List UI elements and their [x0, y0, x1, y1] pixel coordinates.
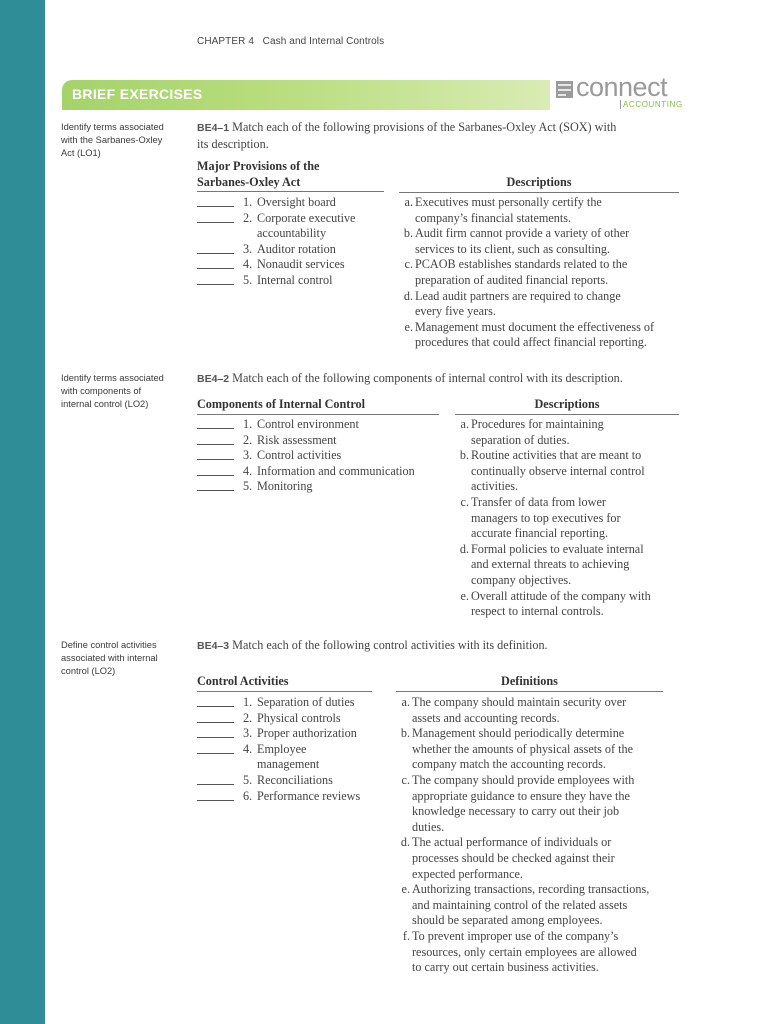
- answer-blank[interactable]: [197, 428, 234, 429]
- list-item: 2. Corporate executive accountability: [197, 211, 397, 242]
- list-item: c. Transfer of data from lower managers to top executives for accurate financial reporting.: [460, 494, 621, 541]
- answer-blank[interactable]: [197, 253, 234, 254]
- list-item: 3. Auditor rotation: [197, 242, 397, 258]
- answer-blank[interactable]: [197, 222, 234, 223]
- margin-note-be4-1: Identify terms associated with the Sarbanes-Oxley Act (LO1): [61, 122, 164, 158]
- list-item: 5. Internal control: [197, 273, 397, 289]
- list-item: c. The company should provide employees with appropriate guidance to ensure they have the knowledge necessary to carry out their job duties.: [401, 772, 635, 834]
- exercise-intro-be4-1: BE4–1 Match each of the following provisions of the Sarbanes-Oxley Act (SOX) with its description.: [197, 120, 617, 151]
- list-item: 5. Monitoring: [197, 479, 452, 495]
- margin-note-be4-3: Define control activities associated with internal control (LO2): [61, 640, 158, 676]
- answer-blank[interactable]: [197, 490, 234, 491]
- list-item: c. PCAOB establishes standards related to the preparation of audited financial reports.: [404, 257, 628, 287]
- list-item: 1. Separation of duties: [197, 695, 392, 711]
- control-activities-list: [197, 695, 392, 804]
- connect-logo: [556, 72, 683, 112]
- answer-blank[interactable]: [197, 459, 234, 460]
- list-item: 2. Risk assessment: [197, 433, 452, 449]
- definitions-list: [396, 695, 686, 976]
- list-item: 5. Reconciliations: [197, 773, 392, 789]
- list-item: a. Procedures for maintaining separation of duties.: [460, 417, 604, 447]
- teal-margin-bar: [0, 0, 45, 1024]
- descriptions-list: [455, 417, 690, 620]
- list-item: d. Formal policies to evaluate internal and external threats to achieving company objectives.: [459, 541, 644, 587]
- answer-blank[interactable]: [197, 706, 234, 707]
- answer-blank[interactable]: [197, 800, 234, 801]
- margin-note-be4-2: Identify terms associated with components of internal control (LO2): [61, 373, 164, 409]
- list-item: 1. Oversight board: [197, 195, 397, 211]
- list-item: a. The company should maintain security over assets and accounting records.: [401, 695, 627, 725]
- brief-exercises-banner: [62, 80, 550, 110]
- answer-blank[interactable]: [197, 475, 234, 476]
- list-item: 4. Nonaudit services: [197, 257, 397, 273]
- list-item: b. Management should periodically determine whether the amounts of physical assets of the company match the accounting records.: [400, 726, 634, 772]
- exercise-intro-be4-2: BE4–2 Match each of the following components of internal control with its description.: [197, 371, 623, 385]
- answer-blank[interactable]: [197, 284, 234, 285]
- list-item: a. Executives must personally certify the company’s financial statements.: [404, 195, 602, 225]
- column-header-definitions: Definitions: [396, 674, 663, 692]
- list-item: 6. Performance reviews: [197, 789, 392, 805]
- answer-blank[interactable]: [197, 722, 234, 723]
- list-item: b. Audit firm cannot provide a variety of other services to its client, such as consulting.: [403, 226, 630, 256]
- connect-logo-word: connect: [576, 72, 668, 102]
- column-header-descriptions: Descriptions: [399, 175, 679, 193]
- list-item: 3. Proper authorization: [197, 726, 392, 742]
- section-title: BRIEF EXERCISES: [72, 86, 203, 102]
- answer-blank[interactable]: [197, 206, 234, 207]
- column-header-control-activities: Control Activities: [197, 674, 372, 692]
- column-header-descriptions: Descriptions: [455, 397, 679, 415]
- list-item: e. Authorizing transactions, recording transactions, and maintaining control of the related assets should be separated among employees.: [401, 882, 650, 928]
- exercise-label: BE4–1: [197, 122, 230, 134]
- list-item: 1. Control environment: [197, 417, 452, 433]
- answer-blank[interactable]: [197, 737, 234, 738]
- column-header-provisions: Major Provisions of the Sarbanes-Oxley Act: [197, 159, 384, 192]
- exercise-label: BE4–2: [197, 373, 230, 385]
- list-item: b. Routine activities that are meant to continually observe internal control activities.: [459, 448, 645, 494]
- chapter-header: CHAPTER 4 Cash and Internal Controls: [197, 36, 385, 47]
- column-header-components: Components of Internal Control: [197, 397, 439, 415]
- list-item: f. To prevent improper use of the company’s resources, only certain employees are allowed to carry out certain business activities.: [402, 928, 637, 975]
- exercise-label: BE4–3: [197, 640, 230, 652]
- answer-blank[interactable]: [197, 444, 234, 445]
- connect-logo-icon: [556, 81, 573, 98]
- answer-blank[interactable]: [197, 753, 234, 754]
- list-item: d. Lead audit partners are required to change every five years.: [403, 288, 621, 319]
- list-item: 4. Information and communication: [197, 464, 452, 480]
- provisions-list: [197, 195, 397, 289]
- connect-logo-sub: ACCOUNTING: [620, 100, 683, 109]
- list-item: d. The actual performance of individuals or processes should be checked against their expected performance.: [400, 835, 615, 881]
- list-item: 4. Employee management: [197, 742, 392, 773]
- list-item: 2. Physical controls: [197, 711, 392, 727]
- answer-blank[interactable]: [197, 268, 234, 269]
- answer-blank[interactable]: [197, 784, 234, 785]
- descriptions-list: [399, 195, 684, 351]
- list-item: e. Management must document the effectiveness of procedures that could affect financial reporting.: [404, 319, 655, 350]
- components-list: [197, 417, 452, 495]
- list-item: 3. Control activities: [197, 448, 452, 464]
- list-item: e. Overall attitude of the company with respect to internal controls.: [460, 588, 651, 619]
- exercise-intro-be4-3: BE4–3 Match each of the following control activities with its definition.: [197, 638, 548, 652]
